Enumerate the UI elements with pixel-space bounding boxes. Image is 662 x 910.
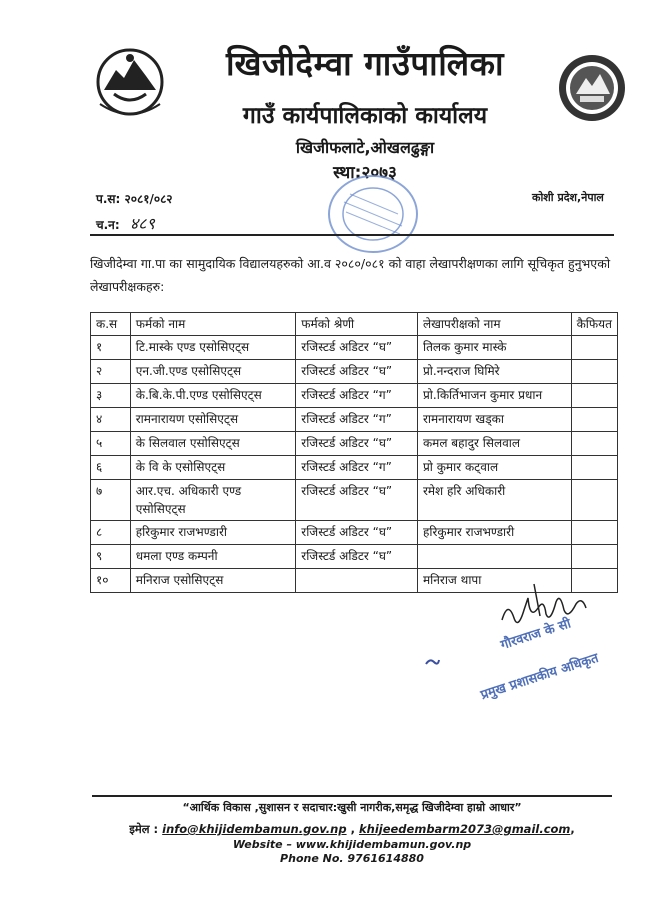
cell-sn: ७ (91, 480, 131, 521)
cell-remarks (571, 545, 617, 569)
header-auditor-name: लेखापरीक्षको नाम (417, 313, 571, 336)
cell-firm-name: आर.एच. अधिकारी एण्ड एसोसिएट्स (130, 480, 296, 521)
header-sn: क.स (91, 313, 131, 336)
ink-mark (424, 656, 440, 668)
footer-email-line (92, 822, 612, 837)
table-row (91, 521, 618, 545)
header-remarks: कैफियत (571, 313, 617, 336)
cell-remarks (571, 408, 617, 432)
signatory-title: प्रमुख प्रशासकीय अधिकृत (478, 650, 601, 704)
table-row (91, 456, 618, 480)
cell-auditor-name: प्रो कुमार कट्वाल (417, 456, 571, 480)
email-primary-link[interactable]: info@khijidembamun.gov.np (162, 822, 347, 836)
cell-firm-name: मनिराज एसोसिएट्स (130, 569, 296, 593)
cell-firm-name: टि.मास्के एण्ड एसोसिएट्स (130, 336, 296, 360)
ref-ps-label: प.स: (96, 192, 121, 206)
table-row (91, 360, 618, 384)
intro-paragraph: खिजीदेम्वा गा.पा का सामुदायिक विद्यालयहरुको आ.व २०८०/०८१ को वाहा लेखापरीक्षणका लागि सूचिकृत हुनुभएको लेखापरीक्षकहरु: (90, 256, 611, 294)
cell-auditor-name: रामनारायण खड्का (417, 408, 571, 432)
province-label: कोशी प्रदेश,नेपाल (532, 191, 604, 204)
office-address: खिजीफलाटे,ओखलढुङ्गा (295, 138, 435, 157)
cell-remarks (571, 480, 617, 521)
table-row (91, 480, 618, 521)
footer-website[interactable]: Website – www.khijidembamun.gov.np (232, 838, 472, 851)
cell-sn: ३ (91, 384, 131, 408)
cell-remarks (571, 336, 617, 360)
footer-motto: “आर्थिक विकास ,सुशासन र सदाचार:खुसी नागरीक,समृद्ध खिजीदेम्वा हाम्रो आधार” (182, 801, 522, 814)
table-row (91, 408, 618, 432)
header-firm-name: फर्मको नाम (130, 313, 296, 336)
table-row (91, 336, 618, 360)
office-subtitle: गाउँ कार्यपालिकाको कार्यालय (242, 103, 488, 129)
cell-remarks (571, 432, 617, 456)
table-row (91, 432, 618, 456)
email-separator: , (350, 822, 355, 836)
cell-remarks (571, 384, 617, 408)
signatory-name: गौरवराज के सी (498, 616, 573, 654)
ref-ps-value: २०८१/०८२ (124, 192, 173, 206)
reference-ps (96, 190, 173, 207)
cell-sn: ९ (91, 545, 131, 569)
cell-firm-name: रामनारायण एसोसिएट्स (130, 408, 296, 432)
cell-firm-name: के वि के एसोसिएट्स (130, 456, 296, 480)
cell-auditor-name: रमेश हरि अधिकारी (417, 480, 571, 521)
office-round-stamp-icon (322, 172, 424, 256)
cell-remarks (571, 521, 617, 545)
email-label: इमेल : (129, 822, 159, 836)
table-row (91, 545, 618, 569)
table-header-row (91, 313, 618, 336)
cell-firm-category: रजिस्टर्ड अडिटर “ग” (296, 456, 418, 480)
cell-auditor-name: तिलक कुमार मास्के (417, 336, 571, 360)
cell-sn: ८ (91, 521, 131, 545)
cell-firm-name: के.बि.के.पी.एण्ड एसोसिएट्स (130, 384, 296, 408)
cell-firm-name: एन.जी.एण्ड एसोसिएट्स (130, 360, 296, 384)
ref-cn-label: च.न: (96, 218, 120, 232)
cell-firm-category (296, 569, 418, 593)
auditor-table (90, 312, 618, 593)
cell-auditor-name: मनिराज थापा (417, 569, 571, 593)
cell-firm-category: रजिस्टर्ड अडिटर “घ” (296, 480, 418, 521)
email-trailing: , (570, 822, 575, 836)
footer-phone: Phone No. 9761614880 (280, 852, 424, 865)
government-emblem-icon (94, 42, 166, 122)
established-year: स्था:२०७३ (333, 163, 397, 183)
cell-remarks (571, 456, 617, 480)
cell-sn: ४ (91, 408, 131, 432)
table-row (91, 384, 618, 408)
cell-sn: २ (91, 360, 131, 384)
reference-cn (96, 212, 155, 234)
email-secondary-link[interactable]: khijeedembarm2073@gmail.com (358, 822, 571, 836)
cell-auditor-name: प्रो.किर्तिभाजन कुमार प्रधान (417, 384, 571, 408)
cell-firm-category: रजिस्टर्ड अडिटर “घ” (296, 545, 418, 569)
cell-auditor-name: प्रो.नन्दराज घिमिरे (417, 360, 571, 384)
footer-divider (92, 795, 612, 797)
cell-sn: १ (91, 336, 131, 360)
cell-auditor-name (417, 545, 571, 569)
header-firm-category: फर्मको श्रेणी (296, 313, 418, 336)
header-divider (90, 234, 614, 236)
cell-auditor-name: कमल बहादुर सिलवाल (417, 432, 571, 456)
cell-firm-category: रजिस्टर्ड अडिटर “ग” (296, 408, 418, 432)
cell-firm-category: रजिस्टर्ड अडिटर “घ” (296, 432, 418, 456)
cell-firm-category: रजिस्टर्ड अडिटर “घ” (296, 360, 418, 384)
cell-firm-category: रजिस्टर्ड अडिटर “ग” (296, 384, 418, 408)
cell-firm-name: धमला एण्ड कम्पनी (130, 545, 296, 569)
cell-sn: १० (91, 569, 131, 593)
cell-sn: ५ (91, 432, 131, 456)
cell-firm-category: रजिस्टर्ड अडिटर “घ” (296, 336, 418, 360)
cell-firm-name: के सिलवाल एसोसिएट्स (130, 432, 296, 456)
cell-auditor-name: हरिकुमार राजभण्डारी (417, 521, 571, 545)
cell-remarks (571, 360, 617, 384)
ref-cn-value: ४८९ (129, 214, 155, 233)
cell-firm-name: हरिकुमार राजभण्डारी (130, 521, 296, 545)
cell-sn: ६ (91, 456, 131, 480)
municipality-title: खिजीदेम्वा गाउँपालिका (225, 44, 505, 83)
municipality-seal-icon (556, 48, 628, 128)
cell-firm-category: रजिस्टर्ड अडिटर “घ” (296, 521, 418, 545)
